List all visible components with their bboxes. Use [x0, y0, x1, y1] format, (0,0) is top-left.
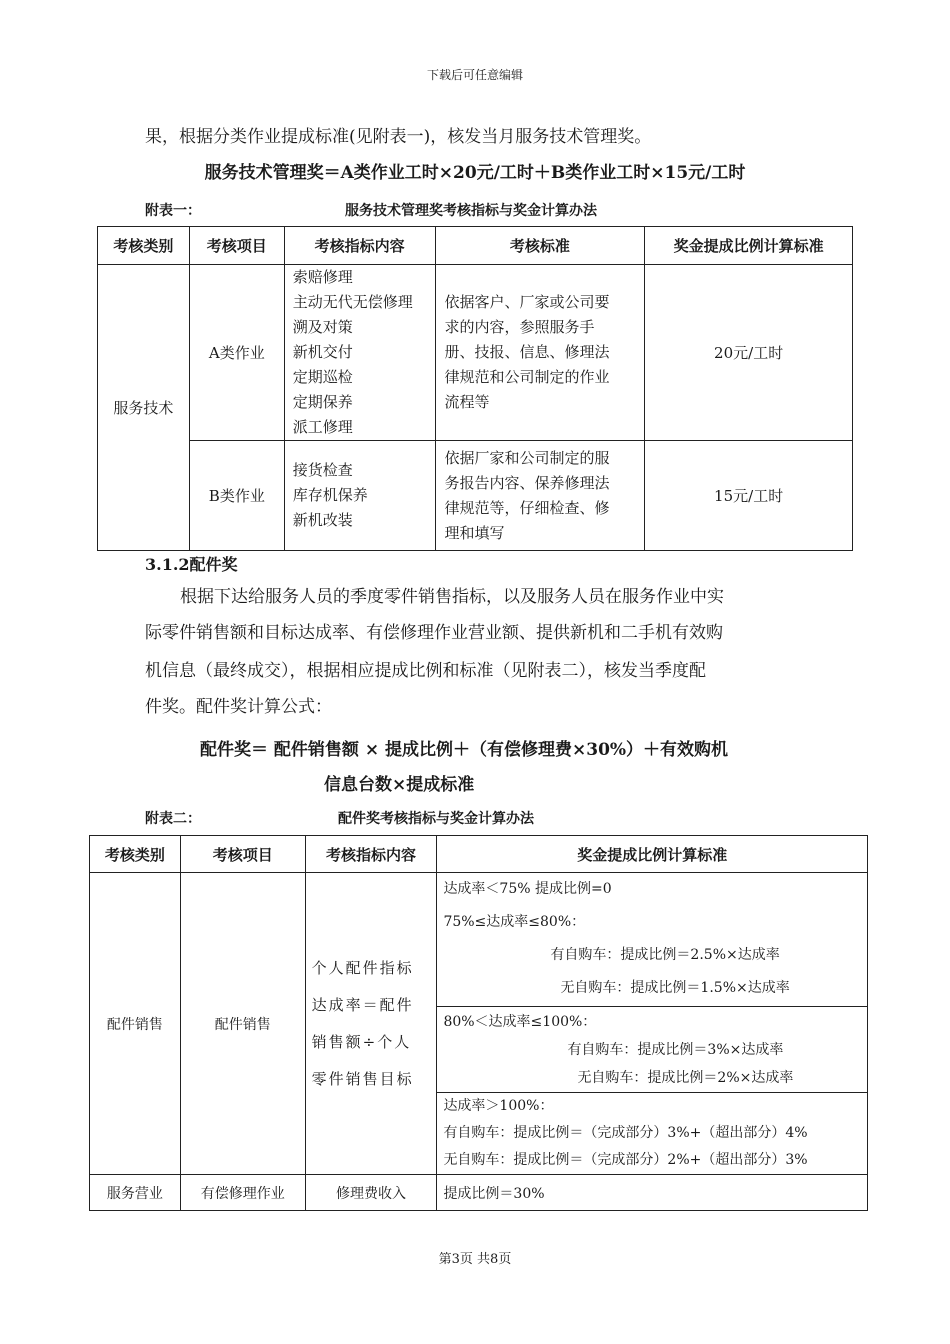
- rate-line: 无自购车：提成比例＝2%×达成率: [577, 1069, 794, 1086]
- rate-line: 有自购车：提成比例＝2.5%×达成率: [550, 947, 780, 963]
- content-line: 零件销售目标: [311, 1069, 414, 1088]
- content-line: 溯及对策: [292, 318, 353, 336]
- header-note: 下载后可任意编辑: [426, 68, 523, 82]
- content-line: 新机交付: [292, 343, 353, 361]
- content-line: 个人配件指标: [311, 958, 414, 977]
- formula-parts-bonus-line: 配件奖＝ 配件销售额 × 提成比例＋（有偿修理费×30%）＋有效购机: [200, 740, 729, 760]
- item-cell: A类作业: [189, 265, 284, 441]
- formula-service-bonus: 服务技术管理奖＝A类作业工时×20元/工时＋B类作业工时×15元/工时: [204, 163, 746, 183]
- table-parts-bonus: [89, 835, 868, 1211]
- table-service-bonus: [97, 226, 853, 551]
- item-cell: 配件销售: [180, 873, 305, 1175]
- rate-line: 无自购车：提成比例＝1.5%×达成率: [560, 980, 790, 996]
- rate-block-cell: [437, 1007, 868, 1093]
- content-line: 派工修理: [292, 418, 353, 436]
- header-cell: 考核指标内容: [305, 836, 437, 873]
- content-cell: [284, 265, 435, 441]
- header-cell: 考核标准: [435, 227, 645, 265]
- table-row: [98, 265, 853, 441]
- section-para-line: 际零件销售额和目标达成率、有偿修理作业营业额、提供新机和二手机有效购: [145, 623, 723, 643]
- section-para-line: 根据下达给服务人员的季度零件销售指标，以及服务人员在服务作业中实: [180, 587, 724, 607]
- table2-label: 附表二：: [145, 811, 201, 827]
- standard-line: 册、技报、信息、修理法: [444, 343, 610, 361]
- rate-line: 80%＜达成率≤100%：: [443, 1013, 597, 1030]
- rate-line: 无自购车：提成比例＝（完成部分）2%+（超出部分）3%: [443, 1152, 808, 1168]
- header-cell: 考核类别: [98, 227, 190, 265]
- content-line: 索赔修理: [292, 268, 353, 286]
- rate-cell: 20元/工时: [645, 265, 853, 441]
- table-row: [90, 1175, 868, 1211]
- header-cell: 考核项目: [180, 836, 305, 873]
- table1-label: 附表一：: [145, 203, 201, 219]
- table-row: [90, 873, 868, 1007]
- section-para-line: 件奖。配件奖计算公式：: [145, 697, 332, 717]
- rate-line: 达成率＜75% 提成比例=0: [443, 881, 612, 897]
- rate-block-cell: [437, 1093, 868, 1175]
- standard-cell: [435, 441, 645, 551]
- content-cell: [284, 441, 435, 551]
- standard-line: 理和填写: [444, 523, 505, 542]
- content-line: 主动无代无偿修理: [292, 293, 413, 311]
- category-cell: 服务营业: [90, 1175, 181, 1211]
- rate-cell: 15元/工时: [645, 441, 853, 551]
- table-row: [98, 441, 853, 551]
- item-cell: B类作业: [189, 441, 284, 551]
- page-footer: 第3页 共8页: [438, 1252, 512, 1267]
- header-cell: 考核类别: [90, 836, 181, 873]
- rate-line: 75%≤达成率≤80%：: [443, 914, 586, 930]
- table1-title: 服务技术管理奖考核指标与奖金计算办法: [345, 203, 597, 219]
- header-cell: 考核项目: [189, 227, 284, 265]
- content-cell: 修理费收入: [305, 1175, 437, 1211]
- rate-cell: 提成比例＝30%: [437, 1175, 868, 1211]
- rate-line: 达成率＞100%：: [443, 1098, 554, 1114]
- section-heading: 3.1.2配件奖: [145, 555, 238, 574]
- item-cell: 有偿修理作业: [180, 1175, 305, 1211]
- content-line: 达成率＝配件: [311, 995, 414, 1014]
- content-line: 库存机保养: [292, 486, 368, 504]
- standard-cell: [435, 265, 645, 441]
- content-line: 接货检查: [292, 461, 353, 479]
- header-cell: 奖金提成比例计算标准: [437, 836, 868, 873]
- rate-block-cell: [437, 873, 868, 1007]
- content-cell: [305, 873, 437, 1175]
- rate-line: 有自购车：提成比例＝3%×达成率: [567, 1041, 784, 1058]
- standard-line: 求的内容，参照服务手: [444, 318, 595, 336]
- standard-line: 务报告内容、保养修理法: [444, 473, 610, 492]
- header-cell: 考核指标内容: [284, 227, 435, 265]
- content-line: 新机改装: [292, 511, 353, 529]
- formula-parts-bonus-line: 信息台数×提成标准: [324, 775, 475, 795]
- standard-line: 律规范等，仔细检查、修: [444, 498, 610, 517]
- content-line: 定期保养: [292, 393, 353, 411]
- table2-title: 配件奖考核指标与奖金计算办法: [338, 811, 534, 827]
- category-cell: 配件销售: [90, 873, 181, 1175]
- section-para-line: 机信息（最终成交），根据相应提成比例和标准（见附表二），核发当季度配: [145, 661, 706, 681]
- table-header-row: [90, 836, 868, 873]
- header-cell: 奖金提成比例计算标准: [645, 227, 853, 265]
- table-header-row: [98, 227, 853, 265]
- standard-line: 流程等: [444, 393, 490, 411]
- intro-line: 果，根据分类作业提成标准(见附表一)，核发当月服务技术管理奖。: [145, 127, 652, 147]
- rate-line: 有自购车：提成比例＝（完成部分）3%+（超出部分）4%: [443, 1125, 808, 1141]
- standard-line: 律规范和公司制定的作业: [444, 368, 610, 386]
- content-line: 定期巡检: [292, 368, 353, 386]
- category-cell: 服务技术: [98, 265, 190, 551]
- standard-line: 依据客户、厂家或公司要: [444, 293, 610, 311]
- content-line: 销售额÷个人: [311, 1032, 412, 1051]
- standard-line: 依据厂家和公司制定的服: [444, 448, 610, 467]
